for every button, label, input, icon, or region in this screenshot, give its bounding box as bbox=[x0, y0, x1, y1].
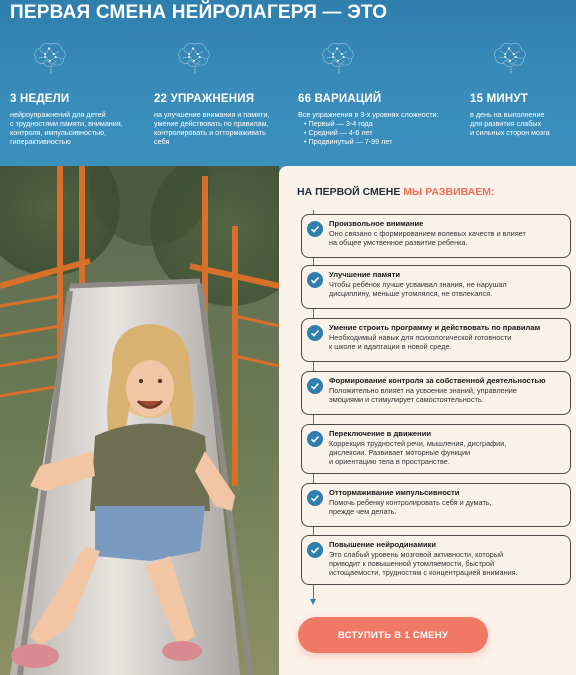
skill-text: на общее умственное развитие ребенка. bbox=[329, 238, 468, 248]
stat-line: с трудностями памяти, внимания, bbox=[10, 119, 123, 128]
stat-description: Все упражнения в 3-х уровнях сложности: bbox=[298, 110, 439, 119]
stat-line: на улучшение внимания и памяти, bbox=[154, 110, 270, 119]
check-icon bbox=[307, 272, 323, 288]
stat-line: контролировать и оттормаживать bbox=[154, 128, 266, 137]
stat-description bbox=[10, 110, 150, 146]
skill-text: и ориентацию тела в пространстве. bbox=[329, 457, 450, 467]
skills-panel bbox=[279, 166, 576, 675]
check-icon bbox=[307, 378, 323, 394]
skill-text: к школе и адаптации в новой среде. bbox=[329, 342, 452, 352]
stat-description bbox=[154, 110, 294, 146]
stat-variations bbox=[298, 36, 448, 146]
skill-text: Положительно влияет на усвоение знаний, управление bbox=[329, 386, 517, 395]
stat-line: контроля, импульсивностью, bbox=[10, 128, 107, 137]
skill-heading: Оттормаживание импульсивности bbox=[329, 488, 460, 497]
skill-text: истощаемости, трудностям с концентрацией внимания. bbox=[329, 568, 518, 578]
level-item: • Средний — 4-6 лет bbox=[298, 128, 448, 137]
panel-title-accent: МЫ РАЗВИВАЕМ: bbox=[403, 186, 495, 198]
brain-icon bbox=[490, 36, 528, 76]
child-on-slide-photo bbox=[0, 166, 279, 675]
stat-line: нейроупражнений для детей bbox=[10, 110, 106, 119]
skill-text: Чтобы ребёнок лучше усваивал знания, не нарушал bbox=[329, 280, 507, 289]
stat-line: себя bbox=[154, 137, 170, 146]
page-title: ПЕРВАЯ СМЕНА НЕЙРОЛАГЕРЯ — ЭТО bbox=[10, 2, 388, 23]
skill-item bbox=[301, 424, 571, 474]
skill-item bbox=[301, 483, 571, 527]
skill-item bbox=[301, 371, 571, 415]
check-icon bbox=[307, 325, 323, 341]
stat-exercises bbox=[154, 36, 294, 146]
panel-title bbox=[297, 186, 495, 198]
panel-title-prefix: НА ПЕРВОЙ СМЕНЕ bbox=[297, 186, 404, 198]
brain-icon bbox=[174, 36, 212, 76]
stat-value: 15 МИНУТ bbox=[470, 93, 528, 105]
stat-value: 3 НЕДЕЛИ bbox=[10, 93, 70, 105]
stat-weeks bbox=[10, 36, 150, 146]
skill-text: эмоциями и стимулирует самостоятельность. bbox=[329, 395, 484, 405]
stat-line: и сильных сторон мозга bbox=[470, 128, 550, 137]
skill-text: Коррекция трудностей речи, мышления, дисграфии, bbox=[329, 439, 507, 448]
skill-text: Помочь ребенку контролировать себя и думать, bbox=[329, 498, 492, 507]
check-icon bbox=[307, 431, 323, 447]
skill-item bbox=[301, 535, 571, 585]
skill-text: Необходимый навык для психологической готовности bbox=[329, 333, 512, 342]
check-icon bbox=[307, 542, 323, 558]
join-shift-button[interactable]: ВСТУПИТЬ В 1 СМЕНУ bbox=[298, 617, 488, 653]
stat-line: умение действовать по правилам, bbox=[154, 119, 269, 128]
skill-text: дисциплину, меньше утомлялся, не отвлекался. bbox=[329, 289, 493, 299]
stat-line: гиперактивностью bbox=[10, 137, 71, 146]
level-list bbox=[298, 119, 448, 146]
skill-heading: Произвольное внимание bbox=[329, 219, 424, 228]
stat-value: 22 УПРАЖНЕНИЯ bbox=[154, 93, 255, 105]
skill-heading: Формирование контроля за собственной деятельностью bbox=[329, 376, 546, 385]
skill-heading: Умение строить программу и действовать по правилам bbox=[329, 323, 541, 332]
skill-heading: Переключение в движении bbox=[329, 429, 432, 438]
skill-text: приводит к повышенной утомляемости, быстрой bbox=[329, 559, 495, 569]
skill-text: Оно связано с формированием волевых качеств и влияет bbox=[329, 229, 526, 238]
level-item: • Продвинутый — 7-99 лет bbox=[298, 137, 448, 146]
check-icon bbox=[307, 490, 323, 506]
stat-minutes bbox=[470, 36, 574, 137]
check-icon bbox=[307, 221, 323, 237]
stat-line: в день на выполнение bbox=[470, 110, 545, 119]
skill-text: дислексии. Развивает моторные функции bbox=[329, 448, 471, 458]
skill-heading: Повышение нейродинамики bbox=[329, 540, 437, 549]
brain-icon bbox=[318, 36, 356, 76]
stat-value: 66 ВАРИАЦИЙ bbox=[298, 93, 382, 105]
brain-icon bbox=[30, 36, 68, 76]
timeline-arrow-icon bbox=[310, 599, 316, 605]
level-item: • Первый — 3-4 года bbox=[298, 119, 448, 128]
skill-text: Это слабый уровень мозговой активности, который bbox=[329, 550, 504, 559]
skill-item bbox=[301, 318, 571, 362]
header-section bbox=[0, 0, 576, 168]
stat-description bbox=[470, 110, 574, 137]
stat-line: для развития слабых bbox=[470, 119, 542, 128]
skill-text: прежде чем делать. bbox=[329, 507, 397, 517]
skill-item bbox=[301, 214, 571, 258]
skill-item bbox=[301, 265, 571, 309]
skill-heading: Улучшение памяти bbox=[329, 270, 400, 279]
